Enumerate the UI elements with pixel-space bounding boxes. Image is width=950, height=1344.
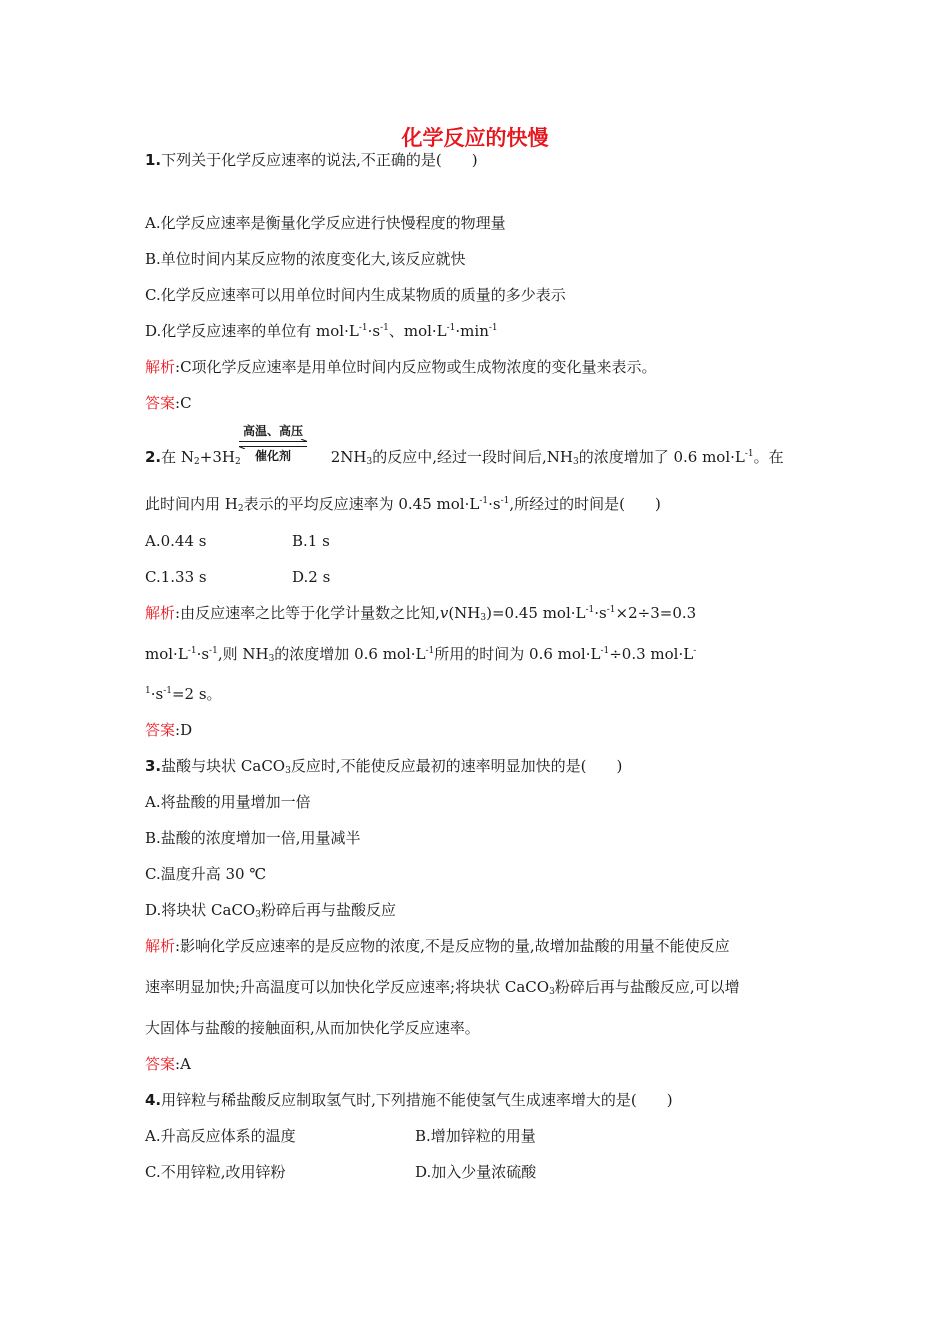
- question-2-stem-cont: 此时间内用 $H_2$表示的平均反应速率为 0.45 $mol\cdot L^{-1}\cdot s^{-1}$,所经过的时间是( ): [145, 495, 661, 514]
- q3-analysis-line-3: 大固体与盐酸的接触面积,从而加快化学反应速率。: [145, 1019, 480, 1037]
- q1-analysis: 解析:C项化学反应速率是用单位时间内反应物或生成物浓度的变化量来表示。: [145, 358, 657, 376]
- analysis-label: 解析: [145, 604, 176, 622]
- q3-option-c: C.温度升高 30 ℃: [145, 865, 267, 883]
- q4-option-c: C.不用锌粒,改用锌粉: [145, 1163, 286, 1181]
- q2-option-b: B.1 s: [292, 532, 330, 550]
- q1-option-a: A.化学反应速率是衡量化学反应进行快慢程度的物理量: [145, 214, 506, 232]
- question-number: 1.: [145, 151, 162, 169]
- answer-label: 答案: [145, 721, 176, 739]
- q1-option-d: D.化学反应速率的单位有 $mol\cdot L^{-1}\cdot s^{-1}$、$mol\cdot L^{-1}\cdot\min^{-1}$: [145, 322, 498, 340]
- reaction-condition-top: 高温、高压: [242, 424, 303, 438]
- question-4-stem: 4.用锌粒与稀盐酸反应制取氢气时,下列措施不能使氢气生成速率增大的是( ): [145, 1091, 673, 1109]
- q2-option-d: D.2 s: [292, 568, 331, 586]
- q3-answer: 答案:A: [145, 1055, 191, 1073]
- question-2-stem: 2.在 $N_2+3H_2$ $2NH_3$的反应中,经过一段时间后$,NH_3$的浓度增加了 0.6 $mol\cdot L^{-1}$。在: [145, 448, 784, 467]
- question-3-stem: 3.盐酸与块状 CaCO$_3$反应时,不能使反应最初的速率明显加快的是( ): [145, 757, 623, 776]
- answer-label: 答案: [145, 394, 176, 412]
- q4-option-b: B.增加锌粒的用量: [415, 1127, 536, 1145]
- page-title: 化学反应的快慢: [401, 126, 549, 150]
- question-number: 4.: [145, 1091, 162, 1109]
- q3-analysis-line-2: 速率明显加快;升高温度可以加快化学反应速率;将块状 CaCO$_3$粉碎后再与盐酸反应,可以增: [145, 978, 740, 997]
- q2-option-a: A.0.44 s: [145, 532, 207, 550]
- q1-option-b: B.单位时间内某反应物的浓度变化大,该反应就快: [145, 250, 466, 268]
- q3-option-d: D.将块状 CaCO$_3$粉碎后再与盐酸反应: [145, 901, 396, 920]
- question-number: 3.: [145, 757, 162, 775]
- answer-label: 答案: [145, 1055, 176, 1073]
- q1-answer: 答案:C: [145, 394, 192, 412]
- analysis-label: 解析: [145, 358, 176, 376]
- q3-option-b: B.盐酸的浓度增加一倍,用量减半: [145, 829, 361, 847]
- question-1-stem: 1.下列关于化学反应速率的说法,不正确的是( ): [145, 151, 478, 169]
- q3-analysis-line-1: 解析:影响化学反应速率的是反应物的浓度,不是反应物的量,故增加盐酸的用量不能使反应: [145, 937, 730, 955]
- q2-answer: 答案:D: [145, 721, 193, 739]
- q4-option-d: D.加入少量浓硫酸: [415, 1163, 537, 1181]
- reversible-reaction-arrow: [237, 422, 309, 466]
- q2-analysis-line-1: 解析:由反应速率之比等于化学计量数之比知$,v(NH_3)=0.45$ $mol\cdot L^{-1}\cdot s^{-1}\times 2\div 3=0.3$: [145, 604, 697, 623]
- analysis-label: 解析: [145, 937, 176, 955]
- q2-analysis-line-2: $mol\cdot L^{-1}\cdot s^{-1}$,则 $NH_3$的浓度增加 0.6 $mol\cdot L^{-1}$所用的时间为 0.6 $mol\cdot L^{-1}\div 0.3$ mol·L-: [145, 645, 697, 664]
- question-number: 2.: [145, 448, 162, 466]
- q1-option-c: C.化学反应速率可以用单位时间内生成某物质的质量的多少表示: [145, 286, 566, 304]
- q3-option-a: A.将盐酸的用量增加一倍: [145, 793, 311, 811]
- reaction-condition-bottom: 催化剂: [254, 449, 291, 463]
- q2-analysis-line-3: $^1\cdot s^{-1}=2$ s。: [145, 685, 222, 703]
- q2-option-c: C.1.33 s: [145, 568, 207, 586]
- q4-option-a: A.升高反应体系的温度: [145, 1127, 296, 1145]
